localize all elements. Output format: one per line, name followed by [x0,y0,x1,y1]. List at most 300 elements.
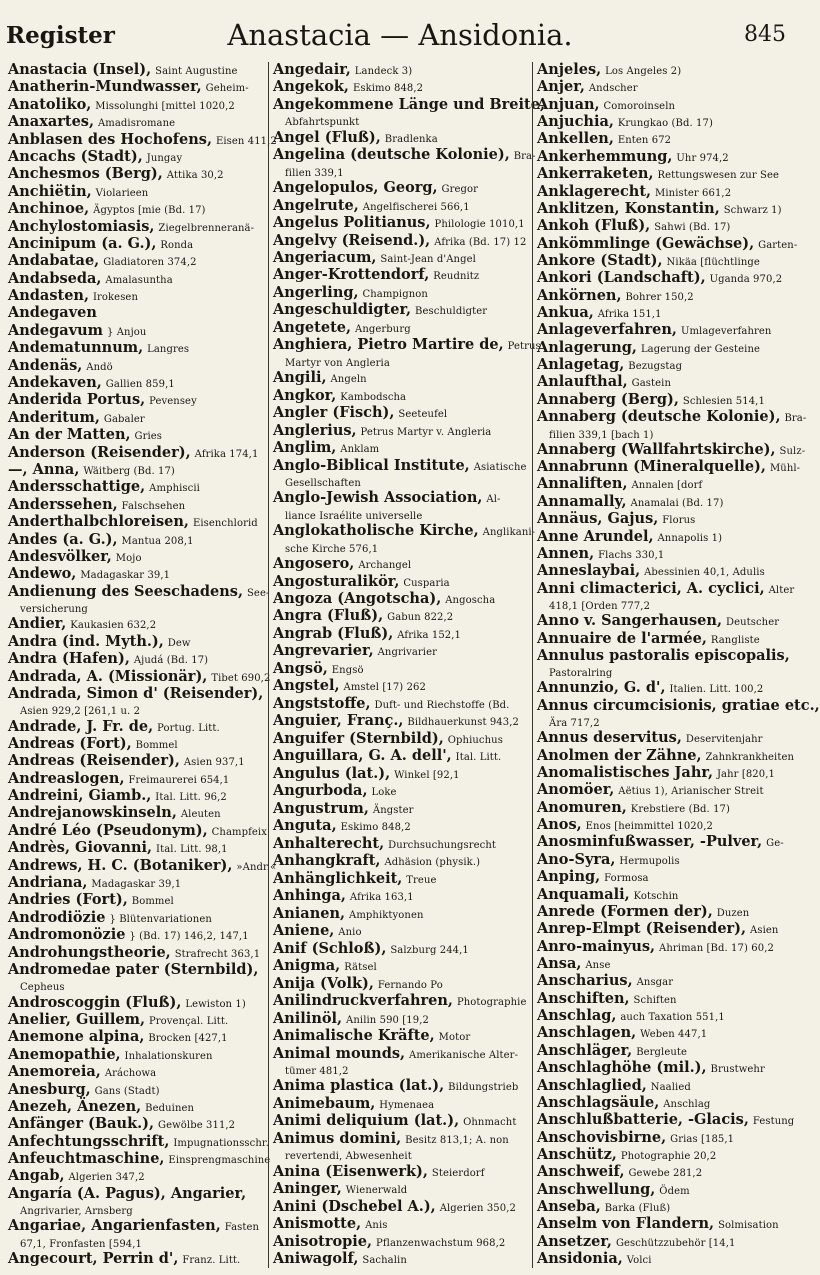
entry-reference: Bohrer 150,2 [625,291,694,303]
index-entry [8,166,265,183]
entry-keyword: Anschiften, [537,989,630,1007]
index-entry-continuation [273,541,529,556]
entry-reference: Brustwehr [710,1064,765,1076]
entry-reference: Kambodscha [340,391,407,403]
entry-reference: Ophiuchus [447,734,503,746]
index-entry [273,423,529,440]
entry-reference: Freimaurerei 654,1 [128,774,230,786]
entry-keyword: Angerling, [273,283,359,301]
entry-keyword: Anro-mainyus, [537,937,656,955]
index-entry [273,1011,529,1028]
entry-reference: Schiften [633,994,677,1006]
index-entry [273,958,529,975]
entry-keyword: Androhungstheorie, [8,943,171,961]
entry-keyword: Anni climacterici, A. cyclici, [537,579,765,597]
entry-keyword: Annus deservitus, [537,729,682,747]
entry-keyword: Angulus (lat.), [273,764,391,782]
index-entry-continuation [273,114,529,129]
entry-reference: Rätsel [344,962,377,974]
index-entry [537,476,793,493]
entry-keyword: Andrews, H. C. (Botaniker), [8,856,233,874]
entry-keyword: Anesburg, [8,1080,91,1098]
entry-keyword: Ano-Syra, [537,850,616,868]
entry-keyword: Andabatae, [8,252,100,270]
entry-reference: Ahriman [Bd. 17) 60,2 [659,942,774,954]
entry-reference: See- [246,587,270,599]
entry-reference: Loke [371,787,397,799]
entry-keyword: Anghiera, Pietro Martire de, [273,336,504,354]
entry-reference: Asien 929,2 [261,1 u. 2 [20,706,141,718]
entry-keyword: Ankua, [537,304,594,322]
entry-keyword: Angsö, [273,659,328,677]
entry-keyword: Andromedae pater (Sternbild), [8,960,259,978]
index-entry [273,643,529,660]
index-entry [8,323,265,340]
index-entry [8,1168,265,1185]
index-entry [273,95,546,114]
index-entry [273,490,529,507]
index-entry [8,253,265,270]
entry-keyword: Andier, [8,615,67,633]
entry-keyword: Angetete, [273,318,352,336]
entry-reference: Al- [486,494,501,506]
entry-reference: Nikäa [flüchtlinge [666,256,760,268]
entry-keyword: Anderson (Reisender), [8,443,191,461]
entry-keyword: Anilinöl, [273,1009,343,1027]
entry-keyword: Anilindruckverfahren, [273,992,453,1010]
entry-reference: Engsö [331,664,364,676]
index-entry-continuation [273,355,529,370]
entry-keyword: Androscoggin (Fluß), [8,993,182,1011]
index-entry [8,445,265,462]
entry-keyword: Angaría (A. Pagus), Angarier, [8,1184,247,1202]
index-entry [273,388,529,405]
index-entry [537,904,793,921]
entry-reference: Andscher [588,83,638,95]
entry-keyword: Anastacia (Insel), [8,61,152,78]
entry-keyword: Anglokatholische Kirche, [273,522,479,540]
index-entry-continuation [273,165,529,180]
entry-reference: Jungay [146,152,183,164]
entry-keyword: Angelus Politianus, [273,214,431,232]
entry-reference: Gesellschaften [285,478,361,490]
entry-reference: Florus [662,515,696,527]
index-entry [8,1251,265,1268]
index-column-1 [4,61,277,1268]
entry-keyword: Anemopathie, [8,1045,121,1063]
entry-reference: Impugnationsschr. [173,1137,269,1149]
index-entry [273,888,529,905]
entry-reference: Anklam [340,444,380,456]
entry-reference: Photographie 20,2 [620,1150,717,1162]
entry-keyword: Anschlagen, [537,1024,637,1042]
entry-keyword: Anne Arundel, [537,527,654,545]
index-entry [537,730,793,747]
entry-keyword: Anomalistisches Jahr, [537,764,713,782]
index-entry [273,748,529,765]
index-entry [8,910,265,927]
index-entry [537,782,793,799]
entry-reference: Italien. Litt. 100,2 [669,684,764,696]
entry-reference: Naalied [650,1081,691,1093]
entry-keyword: Anolmen der Zähne, [537,746,702,764]
entry-keyword: Anping, [537,868,601,886]
entry-keyword: Annen, [537,544,595,562]
page-number: 845 [744,22,786,47]
entry-reference: Algerien 347,2 [68,1172,145,1184]
index-entry [273,458,529,475]
index-entry [8,236,265,253]
entry-keyword: Anaxartes, [8,113,95,131]
index-entry [8,62,265,79]
entry-reference: Mühl- [769,463,801,475]
entry-reference: 418,1 [Orden 777,2 [549,600,651,612]
index-entry [537,1216,793,1233]
entry-keyword: Andrès, Giovanni, [8,839,153,857]
entry-reference: Flachs 330,1 [598,549,665,561]
index-entry [8,840,265,857]
entry-reference: Angrivarier [377,647,438,659]
entry-keyword: Anschlaghöhe (mil.), [537,1059,707,1077]
index-entry [537,834,793,851]
entry-reference: »Andr.« [236,861,277,873]
entry-reference: Gries [134,431,163,443]
entry-keyword: Animebaum, [273,1094,376,1112]
index-entry [8,1218,265,1235]
entry-reference: Anamalai (Bd. 17) [630,497,724,509]
entry-keyword: Angosturalikör, [273,572,400,590]
index-entry-continuation [273,475,529,490]
index-entry [273,941,529,958]
entry-reference: Irokesen [92,292,138,304]
index-entry [8,532,265,549]
entry-keyword: Animalische Kräfte, [273,1027,435,1045]
entry-reference: Afrika (Bd. 17) 12 [434,236,527,248]
entry-keyword: Anigma, [273,957,341,975]
entry-reference: Gladiatoren 374,2 [103,257,197,269]
entry-reference: Jahr [820,1 [716,769,775,781]
entry-reference: filien 339,1 [bach 1) [549,429,654,441]
index-entry [273,993,529,1010]
entry-reference: Winkel [92,1 [394,769,460,781]
index-entry [537,563,793,580]
entry-keyword: Anguta, [273,817,337,835]
index-entry [8,97,265,114]
entry-keyword: Annabrunn (Mineralquelle), [537,458,766,476]
entry-keyword: Ankömmlinge (Gewächse), [537,234,755,252]
index-entry [273,626,529,643]
entry-keyword: Anima plastica (lat.), [273,1077,445,1095]
entry-reference: Saint-Jean d'Angel [380,253,476,265]
index-entry [537,149,793,166]
entry-keyword: Andreaslogen, [8,769,125,787]
entry-reference: Eskimo 848,2 [340,822,411,834]
entry-keyword: Andienung des Seeschadens, [8,582,244,600]
index-entry [273,1181,529,1198]
entry-keyword: Andreas (Reisender), [8,752,180,770]
index-entry-continuation [8,979,265,994]
index-columns [4,61,820,1268]
entry-reference: Madagaskar 39,1 [80,570,171,582]
index-column-2 [268,61,546,1268]
entry-keyword: Anatherin-Mundwasser, [8,78,202,96]
entry-reference: Deutscher [725,617,780,629]
index-entry [273,302,529,319]
entry-reference: Zahnkrankheiten [705,751,795,763]
entry-reference: Mantua 208,1 [121,535,194,547]
index-entry [537,288,793,305]
entry-keyword: Anchesmos (Berg), [8,165,163,183]
index-entry-continuation [537,665,793,680]
entry-keyword: Andrade, J. Fr. de, [8,717,154,735]
index-entry [537,62,793,79]
entry-reference: Saint Augustine [155,66,238,77]
entry-reference: Gewebe 281,2 [628,1168,703,1180]
entry-keyword: Anglo-Jewish Association, [273,489,483,507]
index-entry [8,427,265,444]
entry-keyword: Anderida Portus, [8,391,146,409]
index-entry [8,823,265,840]
index-entry [8,1132,269,1151]
index-entry [537,184,793,201]
index-entry [8,130,277,149]
index-entry-continuation [8,1203,265,1218]
entry-reference: Landeck 3) [354,66,413,77]
entry-reference: Duft- und Riechstoffe (Bd. [374,699,510,711]
entry-reference: Volci [626,1255,652,1267]
index-entry [537,648,793,665]
entry-reference: auch Taxation 551,1 [620,1012,725,1024]
entry-keyword: Animi deliquium (lat.), [273,1112,460,1130]
index-entry [8,788,265,805]
index-entry [537,1025,793,1042]
index-entry [537,458,801,476]
index-entry [273,1046,529,1063]
entry-reference: Dew [167,637,191,649]
entry-keyword: Andromonözie [8,926,126,944]
index-entry [537,1182,793,1199]
entry-keyword: Anosminfußwasser, -Pulver, [537,833,763,851]
entry-reference: Philologie 1010,1 [434,219,525,231]
entry-reference: Salzburg 244,1 [390,944,469,956]
entry-reference: Pflanzenwachstum 968,2 [376,1237,506,1249]
index-entry [537,234,798,253]
entry-keyword: Annunzio, G. d', [537,679,666,697]
entry-reference: Strafrecht 363,1 [174,948,261,960]
entry-reference: Ital. Litt. [455,752,502,764]
entry-keyword: Angststoffe, [273,694,371,712]
running-title: Anastacia — Ansidonia. [227,18,573,52]
index-entry [8,375,265,392]
entry-keyword: Angel (Fluß), [273,128,381,146]
entry-reference: Kaukasien 632,2 [70,620,157,632]
index-entry [8,1150,271,1168]
index-entry [8,358,265,375]
index-entry [537,748,793,765]
index-entry [537,1043,793,1060]
entry-reference: Alter [768,584,795,596]
index-entry [537,114,793,131]
entry-reference: Angerburg [355,323,411,335]
entry-reference: tümer 481,2 [285,1066,349,1078]
entry-keyword: Anemoreia, [8,1063,101,1081]
entry-reference: Bommel [131,896,174,908]
index-entry [8,184,265,201]
index-entry [8,1099,265,1116]
entry-keyword: Andra (Hafen), [8,650,130,668]
entry-reference: Aleuten [180,809,221,821]
entry-reference: Violarieen [95,187,149,199]
index-entry [273,1234,529,1251]
entry-keyword: Andes (a. G.), [8,530,118,548]
index-entry [537,631,793,648]
entry-reference: Provençal. Litt. [148,1015,229,1027]
entry-reference: Solmisation [718,1220,779,1232]
entry-keyword: Andenäs, [8,356,83,374]
index-entry [8,686,265,703]
entry-keyword: Angab, [8,1167,65,1185]
index-entry [537,1060,793,1077]
entry-keyword: Angustrum, [273,799,369,817]
entry-keyword: Anhinga, [273,887,346,905]
index-entry [537,340,793,357]
entry-keyword: Anschläger, [537,1041,633,1059]
entry-keyword: Annamally, [537,492,627,510]
entry-reference: Ronda [160,239,194,251]
index-entry [537,613,793,630]
index-entry [273,836,529,853]
index-entry [8,771,265,788]
index-entry [273,608,529,625]
entry-keyword: Angrevarier, [273,642,374,660]
index-entry [537,939,793,956]
index-entry [537,1130,793,1147]
entry-reference: Motor [438,1032,471,1044]
index-entry [273,336,541,354]
index-entry [537,166,793,183]
entry-reference: Bra- [513,151,536,163]
index-entry [537,1164,793,1181]
entry-reference: Comoroinseln [603,100,676,112]
entry-reference: Annapolis 1) [657,532,723,544]
entry-reference: Treue [406,874,437,886]
entry-keyword: Andreas (Fort), [8,734,132,752]
entry-keyword: Anselm von Flandern, [537,1215,715,1233]
index-entry-continuation [8,601,265,616]
entry-keyword: Anschlußbatterie, -Glacis, [537,1111,749,1129]
index-entry [8,927,265,944]
index-entry [273,591,529,608]
entry-reference: Anio [338,927,362,939]
entry-reference: Annalen [dorf [631,480,703,492]
entry-keyword: Ancachs (Stadt), [8,147,143,165]
index-entry [8,1047,265,1064]
index-entry [537,852,793,869]
entry-keyword: Anhangkraft, [273,852,381,870]
index-entry [273,766,529,783]
entry-reference: Asiatische [473,461,527,473]
index-entry [273,906,529,923]
entry-reference: Amphiktyonen [349,909,424,921]
entry-reference: Ajudá (Bd. 17) [133,655,209,667]
entry-reference: Deservitenjahr [685,734,763,746]
entry-keyword: Anfeuchtmaschine, [8,1150,165,1168]
entry-reference: Champignon [362,288,428,300]
index-entry [8,582,270,601]
index-entry-continuation [273,1063,529,1078]
index-entry [537,357,793,374]
entry-reference: Enten 672 [617,135,672,147]
index-entry [8,549,265,566]
entry-reference: Fernando Po [377,979,443,991]
entry-reference: Umlageverfahren [680,326,772,338]
entry-keyword: Anemone alpina, [8,1028,145,1046]
entry-keyword: Anquamali, [537,885,630,903]
index-entry [8,410,265,427]
entry-reference: Sahwi (Bd. 17) [654,222,731,234]
entry-reference: Cusparia [403,577,450,589]
index-entry [273,1113,529,1130]
entry-reference: Kotschin [633,890,679,902]
index-entry [8,1064,265,1081]
section-label: Register [6,22,115,49]
index-entry [273,1199,529,1216]
entry-keyword: Anno v. Sangerhausen, [537,612,722,630]
entry-keyword: Andries (Fort), [8,891,128,909]
entry-reference: Duzen [716,907,750,919]
entry-reference: Rettungswesen zur See [657,170,779,182]
entry-reference: Bildhauerkunst 943,2 [407,717,519,729]
index-entry [273,801,529,818]
entry-keyword: Andra (ind. Myth.), [8,632,164,650]
entry-reference: Grias [185,1 [670,1133,735,1145]
entry-reference: Eisen 411,2 [215,135,277,147]
entry-reference: Reudnitz [433,271,480,283]
entry-reference: revertendi, Abwesenheit [285,1151,412,1163]
index-entry [273,713,529,730]
entry-keyword: Andasten, [8,287,90,305]
index-entry [8,667,271,686]
index-entry [537,408,807,426]
index-entry [537,696,820,715]
entry-reference: Afrika 163,1 [349,892,414,904]
index-entry [8,79,265,96]
index-entry [8,1186,265,1203]
index-entry [537,79,793,96]
page-header [0,18,800,58]
entry-keyword: Animus domini, [273,1129,402,1147]
entry-keyword: Annaberg (deutsche Kolonie), [537,408,781,426]
index-entry [8,1012,265,1029]
entry-keyword: Anklagerecht, [537,182,652,200]
entry-reference: versicherung [20,604,88,616]
entry-reference: Pevensey [149,396,197,408]
entry-reference: Bra- [784,413,807,425]
entry-keyword: Anomöer, [537,781,615,799]
index-entry [8,616,265,633]
entry-reference: Hymenaea [379,1099,435,1111]
index-entry [8,566,265,583]
index-entry [273,1216,529,1233]
entry-keyword: Angelopulos, Georg, [273,179,438,197]
index-entry-continuation [273,1148,529,1163]
entry-keyword: Ankori (Landschaft), [537,269,706,287]
entry-keyword: Anklitzen, Konstantin, [537,199,720,217]
entry-reference: Martyr von Angleria [285,357,390,369]
index-entry [537,546,793,563]
entry-keyword: Anif (Schloß), [273,939,387,957]
entry-keyword: Ankellen, [537,130,614,148]
